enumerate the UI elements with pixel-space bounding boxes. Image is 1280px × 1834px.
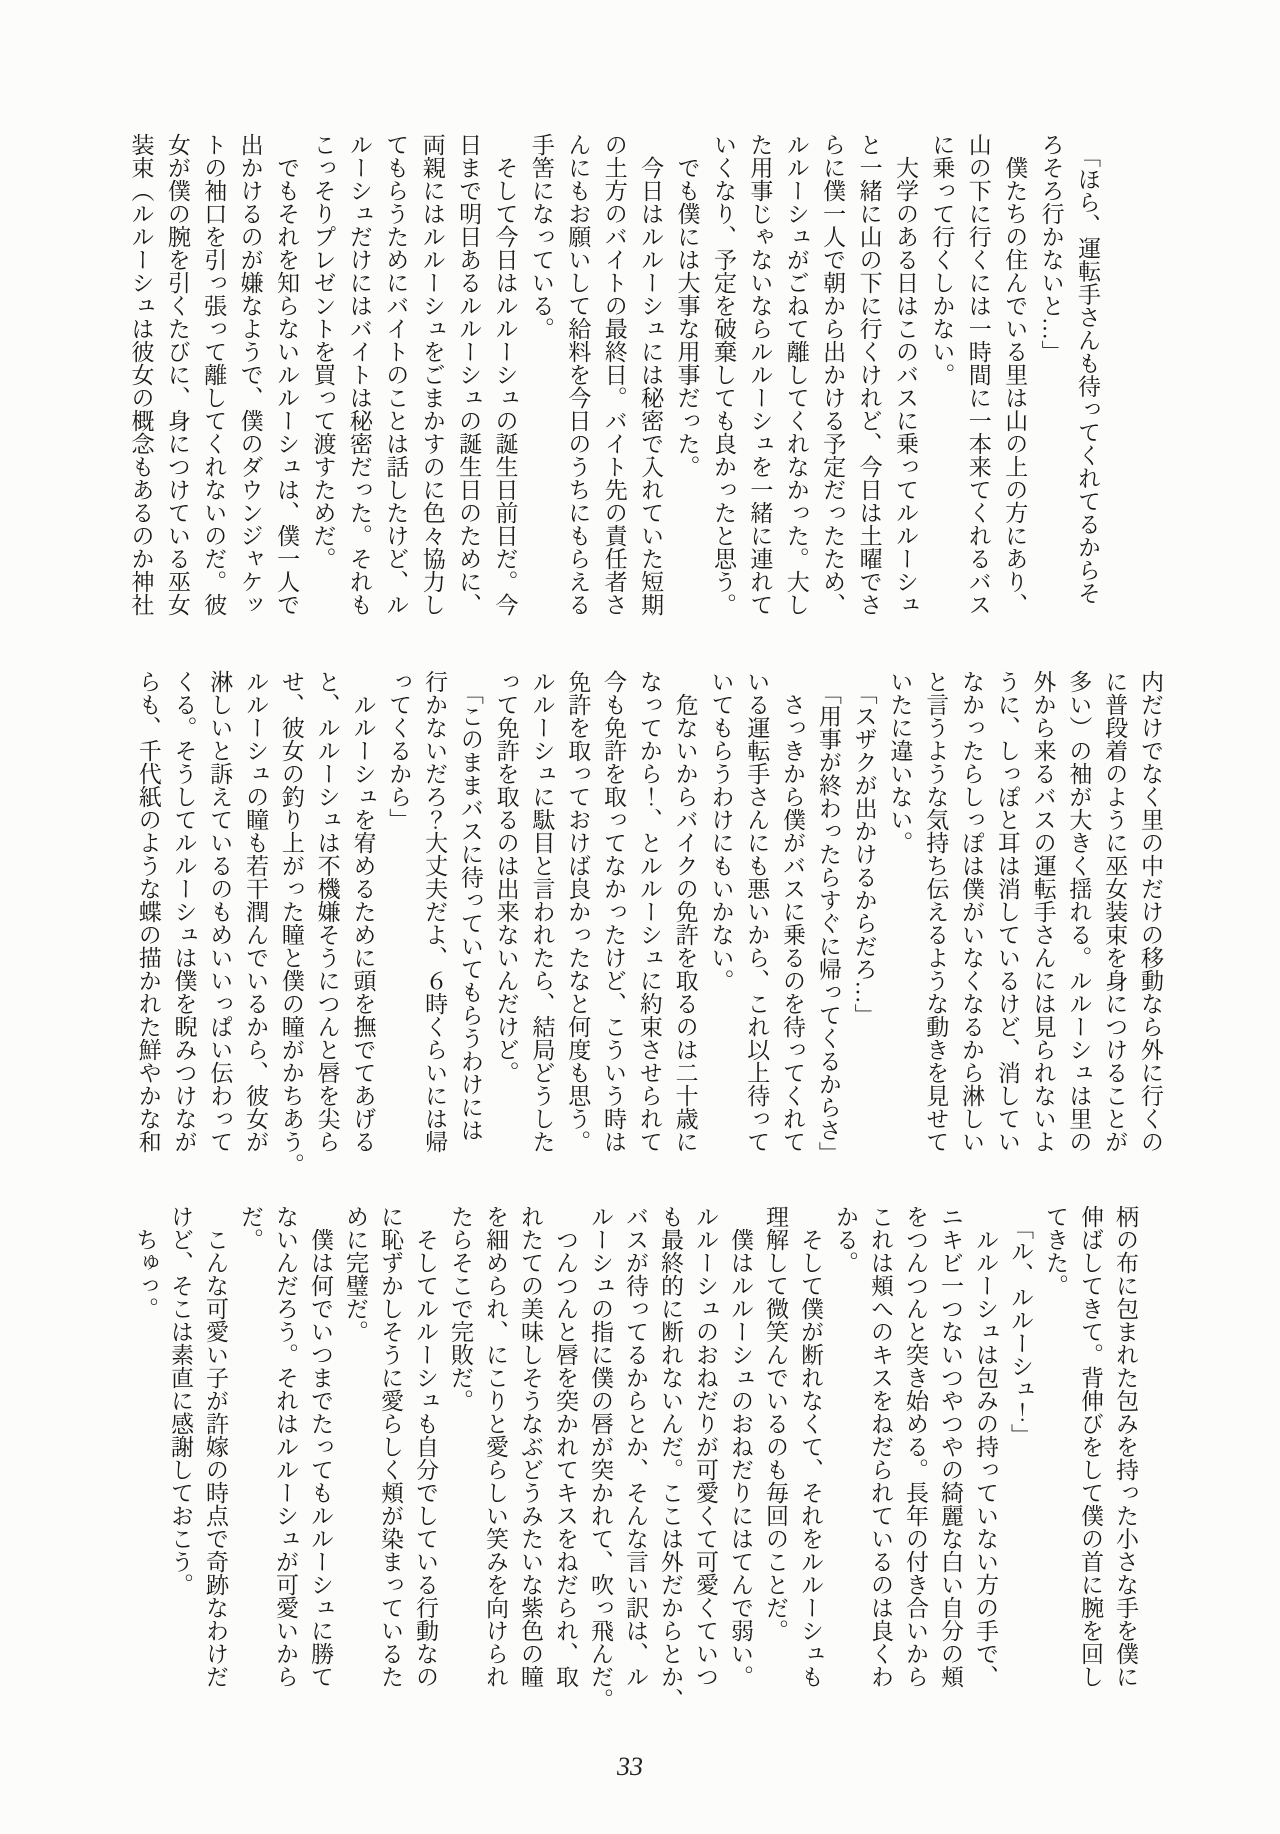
- text-column: をつんつんと突き始める。長年の付き合いから: [903, 1205, 928, 1688]
- text-column: 伸ばしてきて。背伸びをして僕の首に腕を回し: [1078, 1205, 1103, 1688]
- text-column: 理解して微笑んでいるのも毎回のことだ。: [763, 1205, 788, 1642]
- text-column: 両親にはルルーシュをごまかすのに色々協力し: [419, 133, 445, 616]
- text-column: いてもらうわけにもいかない。: [708, 670, 734, 992]
- text-column: なかったらしっぽは僕がいなくなるから淋しい: [959, 670, 985, 1153]
- text-column: けど、そこは素直に感謝しておこう。: [168, 1205, 193, 1596]
- text-column: と言うような気持ち伝えるような動きを見せて: [923, 670, 949, 1153]
- text-column: 今も免許を取ってなかったけど、こういう時は: [601, 670, 627, 1153]
- text-column: てもらうためにバイトのことは話したけど、ル: [383, 133, 409, 616]
- text-column: も最終的に断れないんだ。ここは外だからとか、: [658, 1205, 683, 1711]
- text-column: 免許を取っておけば良かったなと何度も思う。: [565, 670, 591, 1153]
- text-column: たらそこで完敗だ。: [448, 1205, 473, 1412]
- text-column: れたての美味しそうなぶどうみたいな紫色の瞳: [518, 1205, 543, 1688]
- text-column: だ。: [238, 1205, 263, 1251]
- page-number: 33: [617, 1752, 643, 1781]
- text-column: そしてルルーシュも自分でしている行動なの: [413, 1205, 438, 1688]
- text-column: 手筈になっている。: [528, 133, 554, 340]
- text-column: 山の下に行くには一時間に一本来てくれるバス: [965, 133, 991, 616]
- text-column: ろそろ行かないと…」: [1038, 133, 1064, 363]
- text-column: 「用事が終わったらすぐに帰ってくるからさ」: [815, 670, 841, 1165]
- text-column: 「スザクが出かけるからだろ…」: [851, 670, 877, 1027]
- text-column: って免許を取るのは出来ないんだけど。: [493, 670, 519, 1084]
- text-column: 行かないだろ？大丈夫だよ、６時くらいには帰: [422, 670, 448, 1153]
- text-column: 大学のある日はこのバスに乗ってルルーシュ: [892, 133, 918, 616]
- text-column: と、ルルーシュは不機嫌そうにつんと唇を尖ら: [314, 670, 340, 1153]
- text-column: に恥ずかしそうに愛らしく頬が染まっているた: [378, 1205, 403, 1688]
- text-column: ってくるから」: [386, 670, 412, 831]
- text-column: ルルーシュの瞳も若干潤んでいるから、彼女が: [243, 670, 269, 1153]
- text-column: うに、しっぽと耳は消しているけど、消してい: [994, 670, 1020, 1153]
- text-column: 今日はルルーシュには秘密で入れていた短期: [638, 133, 664, 616]
- text-column: そして今日はルルーシュの誕生日前日だ。今: [492, 133, 518, 616]
- text-column: ニキビ一つないつやつやの綺麗な白い自分の頬: [938, 1205, 963, 1688]
- text-column: 僕は何でいつまでたってもルルーシュに勝て: [308, 1205, 333, 1688]
- text-column: いたに違いない。: [887, 670, 913, 854]
- text-column: に乗って行くしかない。: [929, 133, 955, 386]
- text-block-bottom: [128, 1205, 1143, 1711]
- text-column: 女が僕の腕を引くたびに、身につけている巫女: [164, 133, 190, 616]
- text-column: くる。そうしてルルーシュは僕を睨みつけなが: [171, 670, 197, 1153]
- text-column: に普段着のように巫女装束を身につけることが: [1102, 670, 1128, 1153]
- text-block-middle: [130, 670, 1168, 1176]
- text-column: ちゅっ。: [133, 1205, 158, 1320]
- text-column: 出かけるのが嫌なようで、僕のダウンジャケッ: [237, 133, 263, 616]
- text-column: めに完璧だ。: [343, 1205, 368, 1343]
- text-column: いる運転手さんにも悪いから、これ以上待って: [744, 670, 770, 1153]
- text-column: こっそりプレゼントを買って渡すためだ。: [310, 133, 336, 570]
- text-column: そして僕が断れなくて、それをルルーシュも: [798, 1205, 823, 1688]
- text-column: バスが待ってるからとか、そんな言い訳は、ル: [623, 1205, 648, 1688]
- text-column: でもそれを知らないルルーシュは、僕一人で: [274, 133, 300, 616]
- text-column: せ、彼女の釣り上がった瞳と僕の瞳がかちあう。: [278, 670, 304, 1176]
- text-column: 装束（ルルーシュは彼女の概念もあるのか神社: [128, 133, 154, 616]
- text-column: かる。: [833, 1205, 858, 1274]
- text-column: つんつんと唇を突かれてキスをねだられ、取: [553, 1205, 578, 1688]
- text-column: さっきから僕がバスに乗るのを待ってくれて: [780, 670, 806, 1153]
- text-column: ルルーシュのおねだりが可愛くて可愛くていつ: [693, 1205, 718, 1688]
- text-column: ルーシュの指に僕の唇が突かれて、吹っ飛んだ。: [588, 1205, 613, 1711]
- text-column: 外から来るバスの運転手さんには見られないよ: [1030, 670, 1056, 1153]
- text-column: てきた。: [1043, 1205, 1068, 1297]
- text-column: ルルーシュに駄目と言われたら、結局どうした: [529, 670, 555, 1153]
- text-column: ないんだろう。それはルルーシュが可愛いから: [273, 1205, 298, 1688]
- text-column: んにもお願いして給料を今日のうちにもらえる: [565, 133, 591, 616]
- text-column: を細められ、にこりと愛らしい笑みを向けられ: [483, 1205, 508, 1688]
- text-column: こんな可愛い子が許嫁の時点で奇跡なわけだ: [203, 1205, 228, 1688]
- text-column: ルルーシュは包みの持っていない方の手で、: [973, 1205, 998, 1688]
- text-column: ルルーシュがごねて離してくれなかった。大し: [783, 133, 809, 616]
- text-column: ルルーシュを宥めるために頭を撫でてあげる: [350, 670, 376, 1153]
- text-column: 僕たちの住んでいる里は山の上の方にあり、: [1002, 133, 1028, 616]
- text-column: 危ないからバイクの免許を取るのは二十歳に: [672, 670, 698, 1153]
- text-column: 「ほら、運転手さんも待ってくれてるからそ: [1075, 133, 1100, 605]
- text-column: と一緒に山の下に行くけれど、今日は土曜でさ: [856, 133, 882, 616]
- text-column: 日まで明日あるルルーシュの誕生日のために、: [456, 133, 482, 616]
- text-column: 僕はルルーシュのおねだりにはてんで弱い。: [728, 1205, 753, 1688]
- text-column: 「このままバスに待っていてもらうわけには: [457, 670, 483, 1142]
- text-column: らも、千代紙のような蝶の描かれた鮮やかな和: [135, 670, 161, 1153]
- text-column: た用事じゃないならルルーシュを一緒に連れて: [747, 133, 773, 616]
- text-block-top: [122, 133, 1105, 616]
- text-column: ルーシュだけにはバイトは秘密だった。それも: [346, 133, 372, 616]
- text-column: いくなり、予定を破棄しても良かったと思う。: [710, 133, 736, 616]
- text-column: でも僕には大事な用事だった。: [674, 133, 700, 478]
- text-column: なってから！、とルルーシュに約束させられて: [636, 670, 662, 1153]
- text-column: の土方のバイトの最終日。バイト先の責任者さ: [601, 133, 627, 616]
- text-column: 「ル、ルルーシュ！」: [1008, 1205, 1033, 1447]
- text-column: 柄の布に包まれた包みを持った小さな手を僕に: [1113, 1205, 1138, 1688]
- text-column: トの袖口を引っ張って離してくれないのだ。彼: [201, 133, 227, 616]
- text-column: らに僕一人で朝から出かける予定だったため、: [820, 133, 846, 616]
- text-column: 多い）の袖が大きく揺れる。ルルーシュは里の: [1066, 670, 1092, 1153]
- text-column: 内だけでなく里の中だけの移動なら外に行くの: [1138, 670, 1163, 1153]
- text-column: これは頬へのキスをねだられているのは良くわ: [868, 1205, 893, 1688]
- text-column: 淋しいと訴えているのもめいいっぱい伝わって: [207, 670, 233, 1153]
